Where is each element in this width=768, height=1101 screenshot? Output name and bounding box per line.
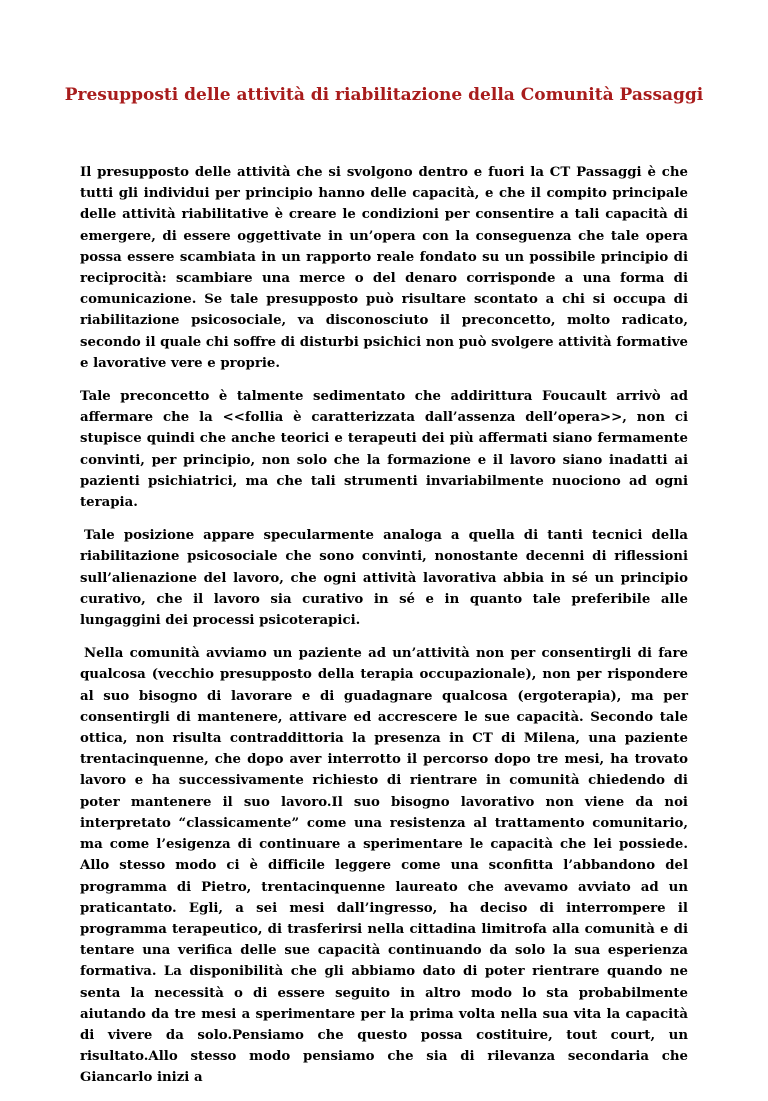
body-paragraph-3: Tale posizione appare specularmente analoga a quella di tanti tecnici della riabilitazione psicosociale che sono convinti, nonostante decenni di riflessioni sull’alienazione del lavoro, che ogni attività lavorativa abbia in sé un principio curativo, che il lavoro sia curativo in sé e in quanto tale preferibile alle lungaggini dei processi psicoterapici. [80,528,688,629]
document-body [80,162,688,1101]
body-paragraph-1: Il presupposto delle attività che si svolgono dentro e fuori la CT Passaggi è che tutti gli individui per principio hanno delle capacità, e che il compito principale delle attività riabilitative è creare le condizioni per consentire a tali capacità di emergere, di essere oggettivate in un’opera con la conseguenza che tale opera possa essere scambiata in un rapporto reale fondato su un possibile principio di reciprocità: scambiare una merce o del denaro corrisponde a una forma di comunicazione. Se tale presupposto può risultare scontato a chi si occupa di riabilitazione psicosociale, va disconosciuto il preconcetto, molto radicato, secondo il quale chi soffre di disturbi psichici non può svolgere attività formative e lavorative vere e proprie. [80,165,688,371]
document-title: Presupposti delle attività di riabilitazione della Comunità Passaggi [64,85,704,105]
body-paragraph-4: Nella comunità avviamo un paziente ad un’attività non per consentirgli di fare qualcosa (vecchio presupposto della terapia occupazionale), non per rispondere al suo bisogno di lavorare e di guadagnare qualcosa (ergoterapia), ma per consentirgli di mantenere, attivare ed accrescere le sue capacità. Secondo tale ottica, non risulta contraddittoria la presenza in CT di Milena, una paziente trentacinquenne, che dopo aver interrotto il percorso dopo tre mesi, ha trovato lavoro e ha successivamente richiesto di rientrare in comunità chiedendo di poter mantenere il suo lavoro.Il suo bisogno lavorativo non viene da noi interpretato “classicamente” come una resistenza al trattamento comunitario, ma come l’esigenza di continuare a sperimentare le capacità che lei possiede. Allo stesso modo ci è difficile leggere come una sconfitta l’abbandono del programma di Pietro, trentacinquenne laureato che avevamo avviato ad un praticantato. Egli, a sei mesi dall’ingresso, ha deciso di interrompere il programma terapeutico, di trasferirsi nella cittadina limitrofa alla comunità e di tentare una verifica delle sue capacità continuando da solo la sua esperienza formativa. La disponibilità che gli abbiamo dato di poter rientrare quando ne senta la necessità o di essere seguito in altro modo lo sta probabilmente aiutando da tre mesi a sperimentare per la prima volta nella sua vita la capacità di vivere da solo.Pensiamo che questo possa costituire, tout court, un risultato.Allo stesso modo pensiamo che sia di rilevanza secondaria che Giancarlo inizi a [80,646,688,1086]
body-paragraph-2: Tale preconcetto è talmente sedimentato che addirittura Foucault arrivò ad affermare che la <<follia è caratterizzata dall’assenza dell’opera>>, non ci stupisce quindi che anche teorici e terapeuti dei più affermati siano fermamente convinti, per principio, non solo che la formazione e il lavoro siano inadatti ai pazienti psichiatrici, ma che tali strumenti invariabilmente nuociono ad ogni terapia. [80,389,688,511]
